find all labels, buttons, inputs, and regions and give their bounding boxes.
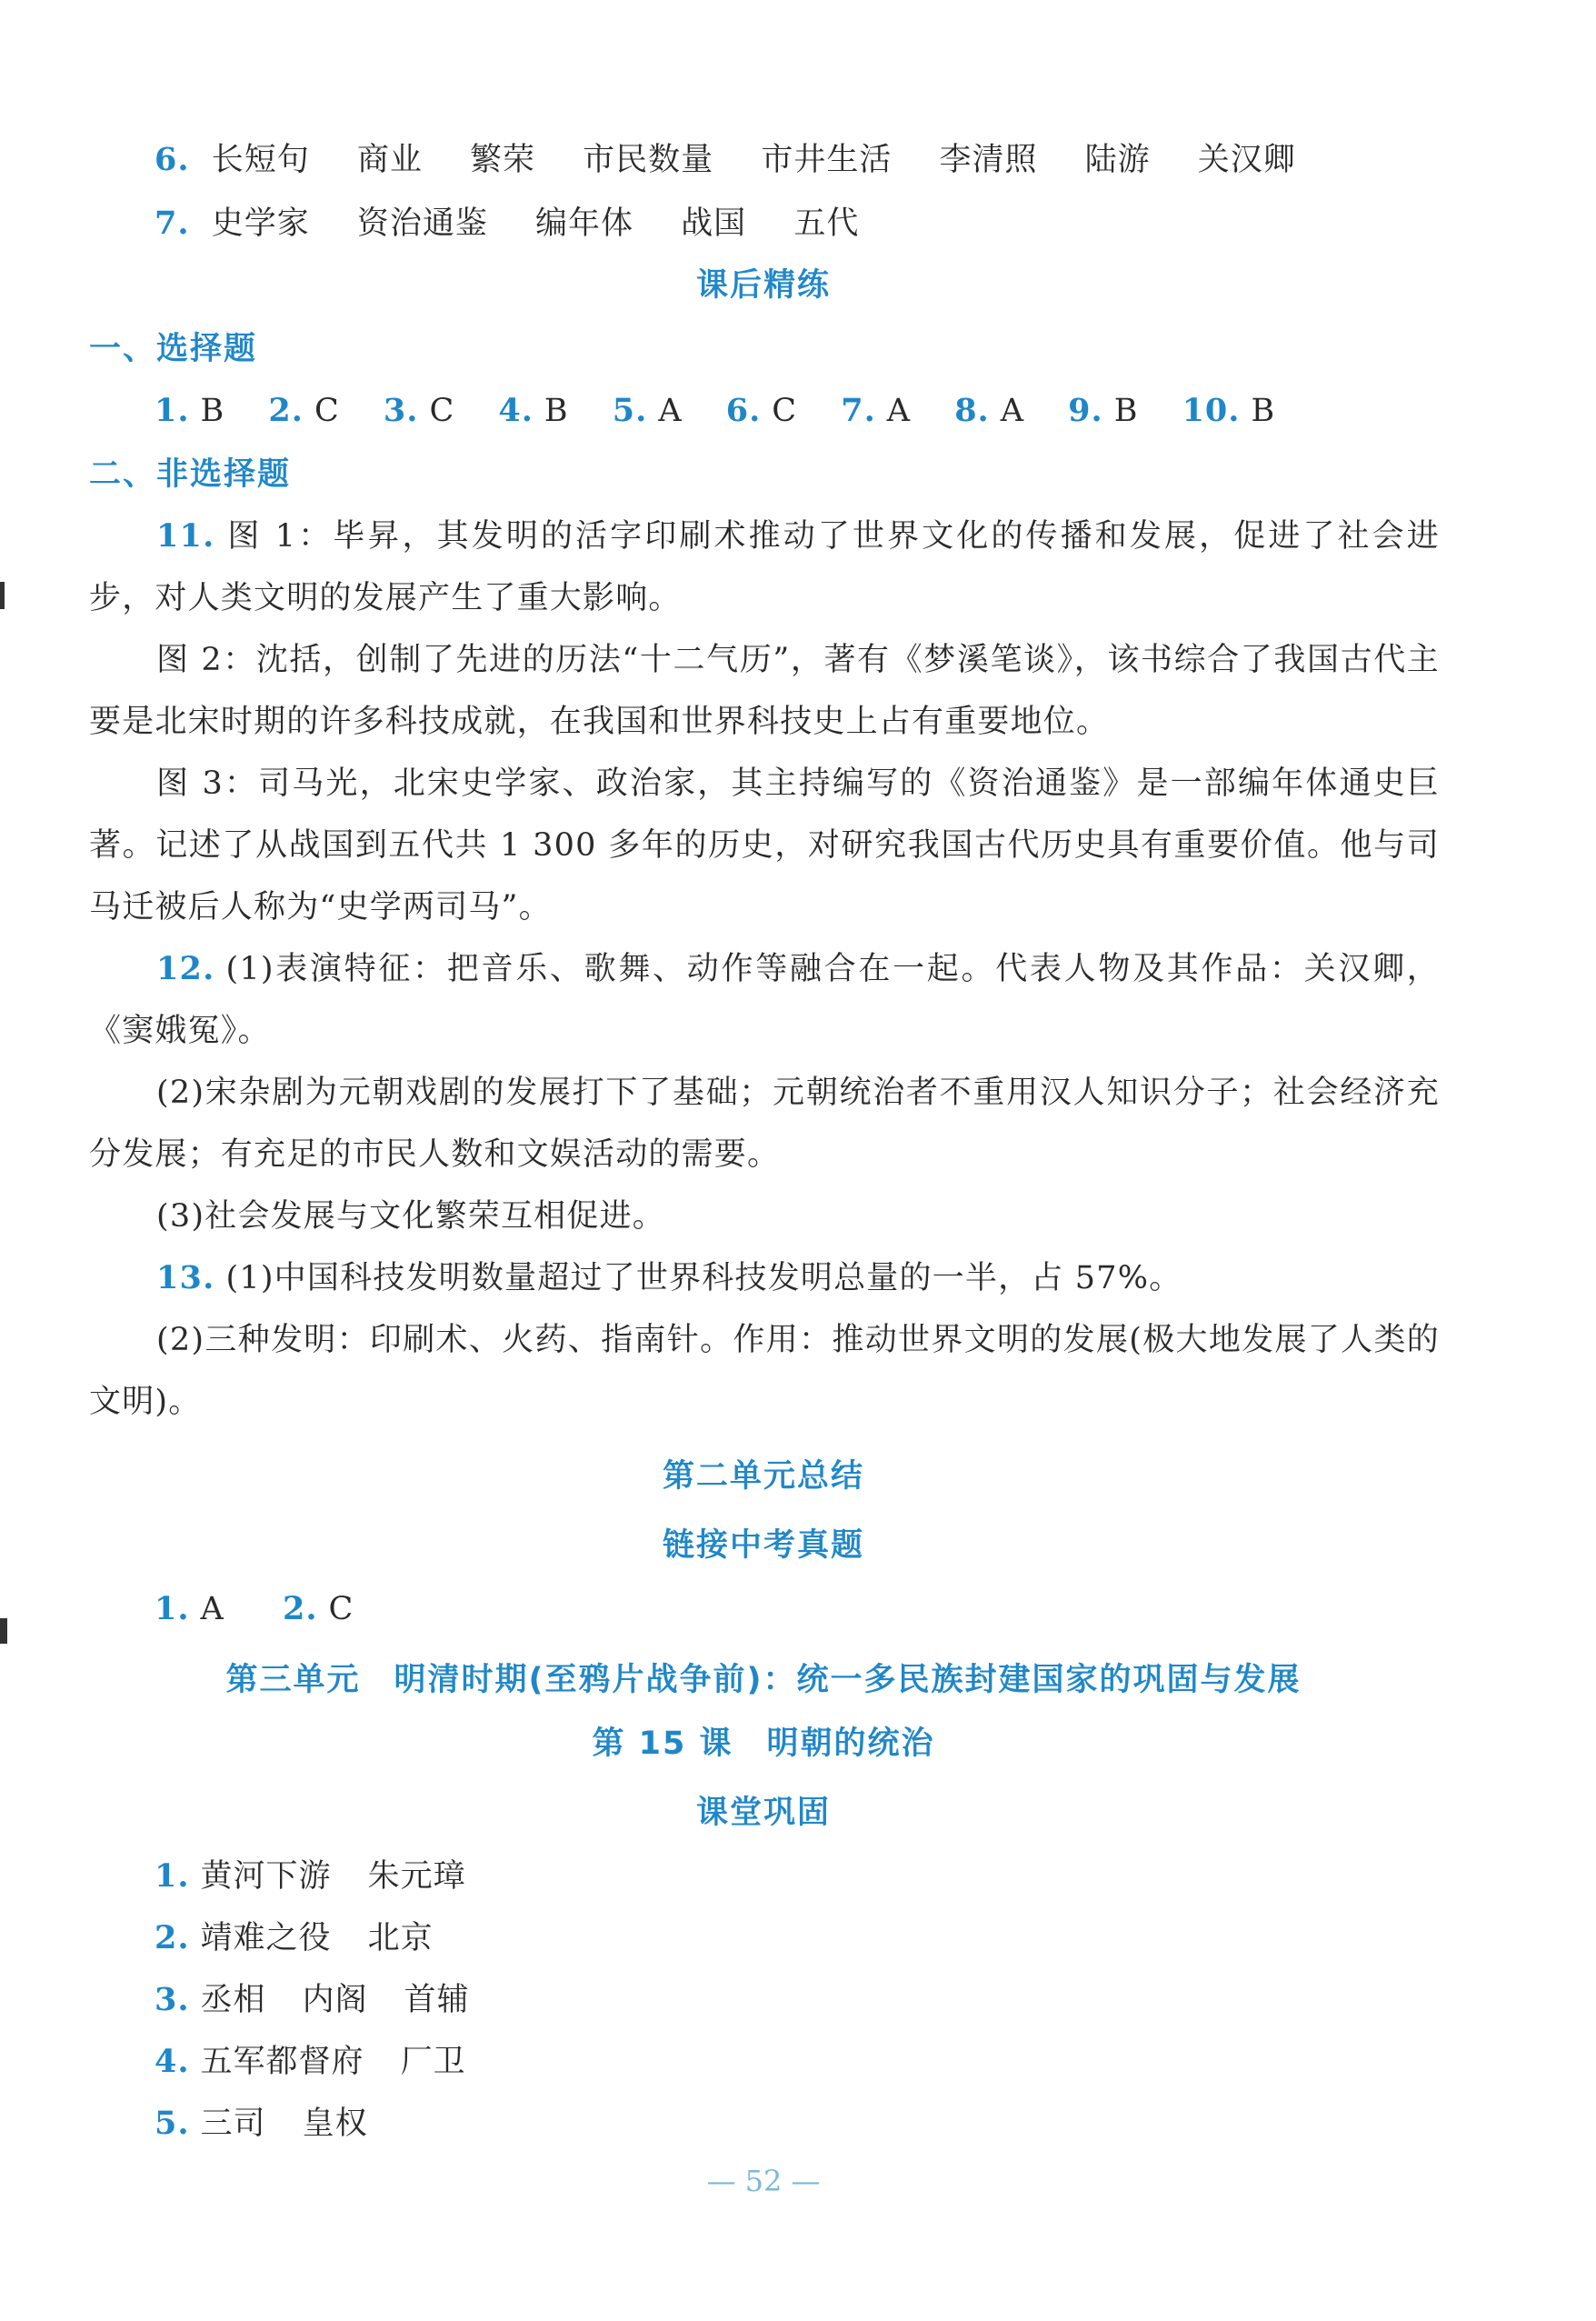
answer-item: 五代 (793, 205, 860, 242)
answer-item: 陆游 (1084, 142, 1151, 178)
answer-item: 史学家 (211, 205, 310, 242)
q13-paragraph-1: 13. (1)中国科技发明数量超过了世界科技发明总量的一半，占 57%。 (156, 1259, 1182, 1296)
exam-link-title: 链接中考真题 (662, 1527, 864, 1564)
review-answer: 4. 五军都督府 厂卫 (155, 2043, 466, 2080)
q13-paragraph-2: (2)三种发明：印刷术、火药、指南针。作用：推动世界文明的发展(极大地发展了人类的文明)。 (89, 1322, 1440, 1420)
review-answer: 1. 黄河下游 朱元璋 (155, 1857, 466, 1895)
unit2-summary-title: 第二单元总结 (662, 1458, 864, 1495)
answer-item: 战国 (681, 205, 747, 242)
choice-answer: 1. B (155, 392, 225, 429)
choice-answer: 7. A (841, 392, 912, 429)
exam-answers: 1. A 2. C (155, 1590, 354, 1627)
question-number: 7. (155, 205, 190, 242)
part-title-choice: 一、选择题 (89, 331, 258, 367)
choice-answer: 3. C (383, 392, 455, 429)
choice-answer: 8. A (954, 392, 1025, 429)
answer-item: 市民数量 (583, 142, 714, 178)
choice-answer: 4. B (498, 392, 569, 429)
answer-item: 资治通鉴 (356, 205, 488, 242)
scan-edge-mark (0, 582, 5, 609)
review-answer: 2. 靖难之役 北京 (155, 1919, 434, 1956)
question-number: 13. (156, 1259, 215, 1296)
choice-answer: 2. C (268, 392, 340, 429)
review-answer: 3. 丞相 内阁 首辅 (155, 1981, 470, 2018)
choice-answers (155, 389, 1308, 433)
answer-item: 商业 (356, 142, 423, 178)
answer-item: 编年体 (535, 205, 634, 242)
answer-item: 关汉卿 (1197, 142, 1296, 178)
q11-paragraph-3: 图 3：司马光，北宋史学家、政治家，其主持编写的《资治通鉴》是一部编年体通史巨著。记述了从战国到五代共 1 300 多年的历史，对研究我国古代历史具有重要价值。他与司马迁被后人称为“史学两司马”。 (89, 765, 1440, 925)
answer-item: 李清照 (939, 142, 1038, 178)
class-review-title: 课堂巩固 (695, 1795, 831, 1831)
question-number: 6. (155, 141, 190, 178)
answer-item: 繁荣 (470, 142, 536, 178)
q12-paragraph-1: 12. (1)表演特征：把音乐、歌舞、动作等融合在一起。代表人物及其作品：关汉卿，《窦娥冤》。 (89, 950, 1440, 1049)
choice-answer: 5. A (612, 392, 683, 429)
section-title-practice: 课后精练 (695, 267, 831, 304)
q12-paragraph-3: (3)社会发展与文化繁荣互相促进。 (156, 1198, 665, 1235)
choice-answer: 6. C (725, 392, 798, 429)
choice-answer: 10. B (1182, 392, 1276, 429)
review-answer: 5. 三司 皇权 (155, 2105, 368, 2142)
page-number: — 52 — (706, 2164, 821, 2198)
unit3-title: 第三单元 明清时期(至鸦片战争前)：统一多民族封建国家的巩固与发展 (225, 1662, 1302, 1698)
scan-edge-mark (0, 1618, 7, 1644)
fill-answer-q7 (155, 202, 859, 245)
question-number: 12. (156, 950, 215, 987)
q12-paragraph-2: (2)宋杂剧为元朝戏剧的发展打下了基础；元朝统治者不重用汉人知识分子；社会经济充分发展；有充足的市民人数和文娱活动的需要。 (89, 1075, 1440, 1173)
choice-answer: 9. B (1068, 392, 1139, 429)
part-title-nonchoice: 二、非选择题 (89, 456, 292, 493)
fill-answer-q6 (155, 138, 1296, 182)
answer-item: 市井生活 (761, 142, 893, 178)
answer-item: 长短句 (211, 142, 310, 178)
q11-paragraph-1: 11. 图 1：毕昇，其发明的活字印刷术推动了世界文化的传播和发展，促进了社会进步，对人类文明的发展产生了重大影响。 (89, 517, 1440, 616)
question-number: 11. (156, 517, 215, 555)
lesson-title: 第 15 课 明朝的统治 (592, 1726, 935, 1762)
q11-paragraph-2: 图 2：沈括，创制了先进的历法“十二气历”，著有《梦溪笔谈》，该书综合了我国古代主要是北宋时期的许多科技成就，在我国和世界科技史上占有重要地位。 (89, 642, 1440, 740)
